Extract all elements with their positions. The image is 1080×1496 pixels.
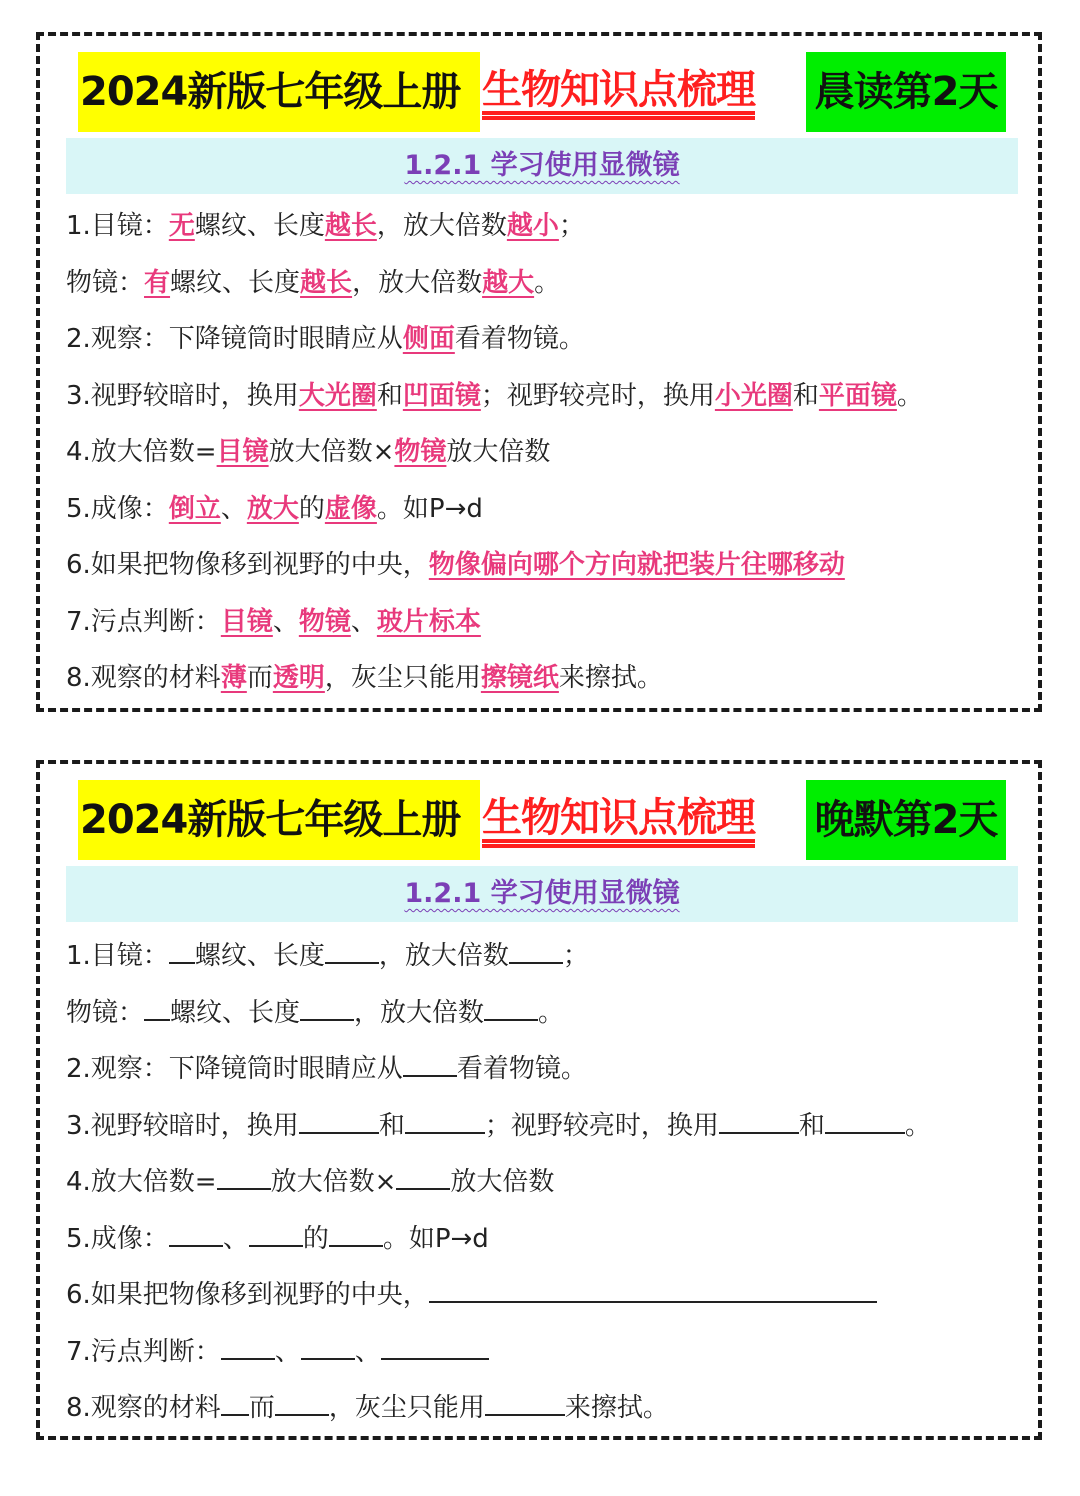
text: 螺纹、长度: [170, 267, 301, 298]
text: 的: [298, 493, 325, 524]
answer-blank[interactable]: [301, 1328, 355, 1360]
answer-blank[interactable]: [509, 932, 563, 964]
list-item: [66, 543, 1016, 600]
text: 2.观察：下降镜筒时眼睛应从: [66, 324, 403, 354]
text: ；视野较亮时，换用: [480, 380, 715, 411]
text: 、: [220, 493, 247, 524]
section-header: [66, 138, 1018, 194]
evening-recall-card: [36, 760, 1042, 1440]
answer: 小光圈: [714, 380, 793, 411]
text: 来擦拭。: [564, 1393, 669, 1423]
answer-blank[interactable]: [144, 989, 170, 1021]
text: 放大倍数×: [270, 1167, 397, 1197]
answer-blank[interactable]: [169, 1215, 223, 1247]
text: 。如P→d: [382, 1223, 489, 1254]
answer-blank[interactable]: [221, 1328, 275, 1360]
answer: 越大: [482, 267, 535, 298]
answer-blank[interactable]: [249, 1215, 303, 1247]
text: 、: [274, 1336, 301, 1367]
answer: 平面镜: [818, 380, 897, 411]
text: 。: [896, 380, 923, 411]
fill-in-list: [66, 932, 1016, 1441]
text: ；: [558, 211, 585, 241]
text: 8.观察的材料: [66, 1393, 221, 1423]
list-item: [66, 1271, 1016, 1328]
text: 放大倍数: [446, 437, 551, 467]
answer: 凹面镜: [402, 380, 481, 411]
list-item: [66, 1045, 1016, 1102]
text: 螺纹、长度: [170, 997, 301, 1028]
section-title: 1.2.1 学习使用显微镜: [404, 150, 680, 181]
card-title: [78, 780, 1008, 860]
answer: 大光圈: [298, 380, 377, 411]
text: 物镜：: [66, 997, 145, 1028]
knowledge-list: [66, 204, 1016, 713]
text: ，灰尘只能用: [328, 1393, 485, 1423]
list-item: [66, 374, 1016, 431]
text: 而: [248, 1393, 275, 1423]
text: 和: [798, 1110, 825, 1141]
text: 2.观察：下降镜筒时眼睛应从: [66, 1054, 403, 1084]
answer: 透明: [272, 663, 325, 693]
text: 6.如果把物像移到视野的中央，: [66, 1280, 429, 1310]
answer-blank[interactable]: [396, 1158, 450, 1190]
answer-blank[interactable]: [405, 1102, 485, 1134]
list-item: [66, 989, 1016, 1046]
answer-blank[interactable]: [299, 1102, 379, 1134]
text: 1.目镜：: [66, 941, 169, 971]
text: 。如P→d: [376, 493, 483, 524]
list-item: [66, 1102, 1016, 1159]
answer-blank[interactable]: [329, 1215, 383, 1247]
answer: 物镜: [394, 437, 447, 467]
list-item: [66, 656, 1016, 713]
text: 放大倍数: [450, 1167, 555, 1197]
card-title: [78, 52, 1008, 132]
title-day-badge: 晚默第2天: [806, 780, 1006, 860]
text: ，放大倍数: [352, 267, 483, 298]
text: 来擦拭。: [558, 663, 663, 693]
answer: 擦镜纸: [480, 663, 559, 693]
text: 3.视野较暗时，换用: [66, 380, 299, 411]
answer: 越小: [506, 211, 559, 241]
text: 、: [350, 606, 377, 637]
list-item: [66, 430, 1016, 487]
answer-blank[interactable]: [169, 932, 195, 964]
section-header: [66, 866, 1018, 922]
answer: 越长: [324, 211, 377, 241]
list-item: [66, 204, 1016, 261]
title-subject-label: 生物知识点梳理: [482, 795, 755, 841]
text: ，放大倍数: [378, 941, 509, 971]
text: 。: [904, 1110, 931, 1141]
text: 8.观察的材料: [66, 663, 221, 693]
answer-blank[interactable]: [429, 1271, 877, 1303]
title-day-badge: 晨读第2天: [806, 52, 1006, 132]
text: 5.成像：: [66, 1223, 169, 1254]
text: ；: [562, 941, 589, 971]
text: 放大倍数×: [268, 437, 395, 467]
text: 看着物镜。: [454, 324, 585, 354]
list-item: [66, 487, 1016, 544]
list-item: [66, 317, 1016, 374]
text: 1.目镜：: [66, 211, 169, 241]
text: 4.放大倍数=: [66, 1167, 217, 1197]
text: 和: [376, 380, 403, 411]
answer-blank[interactable]: [485, 1384, 565, 1416]
title-subject-label: 生物知识点梳理: [482, 67, 755, 113]
answer-blank[interactable]: [381, 1328, 489, 1360]
answer-blank[interactable]: [403, 1045, 457, 1077]
answer: 薄: [220, 663, 247, 693]
answer-blank[interactable]: [300, 989, 354, 1021]
text: 螺纹、长度: [194, 941, 325, 971]
list-item: [66, 1215, 1016, 1272]
list-item: [66, 261, 1016, 318]
list-item: [66, 932, 1016, 989]
text: 、: [222, 1223, 249, 1254]
answer: 虚像: [324, 493, 377, 524]
answer: 物镜: [298, 606, 351, 637]
text: 、: [272, 606, 299, 637]
answer-blank[interactable]: [719, 1102, 799, 1134]
list-item: [66, 1158, 1016, 1215]
text: ，放大倍数: [354, 997, 485, 1028]
text: 物镜：: [66, 267, 145, 298]
title-grade-label: 2024新版七年级上册: [78, 780, 480, 860]
text: 看着物镜。: [456, 1054, 587, 1084]
section-title: 1.2.1 学习使用显微镜: [404, 878, 680, 909]
text: 和: [792, 380, 819, 411]
answer-blank[interactable]: [325, 932, 379, 964]
text: 4.放大倍数=: [66, 437, 217, 467]
text: ，放大倍数: [376, 211, 507, 241]
answer: 越长: [300, 267, 353, 298]
text: 6.如果把物像移到视野的中央，: [66, 550, 429, 580]
text: ；视野较亮时，换用: [484, 1110, 719, 1141]
text: 螺纹、长度: [194, 211, 325, 241]
text: 、: [354, 1336, 381, 1367]
morning-reading-card: [36, 32, 1042, 712]
list-item: [66, 1384, 1016, 1441]
text: 7.污点判断：: [66, 1336, 221, 1367]
text: 。: [534, 267, 561, 298]
text: 。: [538, 997, 565, 1028]
answer-blank[interactable]: [217, 1158, 271, 1190]
text: 3.视野较暗时，换用: [66, 1110, 299, 1141]
text: 7.污点判断：: [66, 606, 221, 637]
answer: 无: [168, 211, 195, 241]
answer-blank[interactable]: [825, 1102, 905, 1134]
list-item: [66, 1328, 1016, 1385]
answer-blank[interactable]: [484, 989, 538, 1021]
title-grade-label: 2024新版七年级上册: [78, 52, 480, 132]
answer-blank[interactable]: [275, 1384, 329, 1416]
answer: 有: [144, 267, 171, 298]
answer: 物像偏向哪个方向就把装片往哪移动: [428, 550, 845, 580]
answer: 目镜: [216, 437, 269, 467]
text: 的: [302, 1223, 329, 1254]
answer-blank[interactable]: [221, 1384, 249, 1416]
text: ，灰尘只能用: [324, 663, 481, 693]
answer: 侧面: [402, 324, 455, 354]
answer: 目镜: [220, 606, 273, 637]
text: 而: [246, 663, 273, 693]
list-item: [66, 600, 1016, 657]
text: 5.成像：: [66, 493, 169, 524]
text: 和: [378, 1110, 405, 1141]
answer: 放大: [246, 493, 299, 524]
answer: 倒立: [168, 493, 221, 524]
answer: 玻片标本: [376, 606, 481, 637]
